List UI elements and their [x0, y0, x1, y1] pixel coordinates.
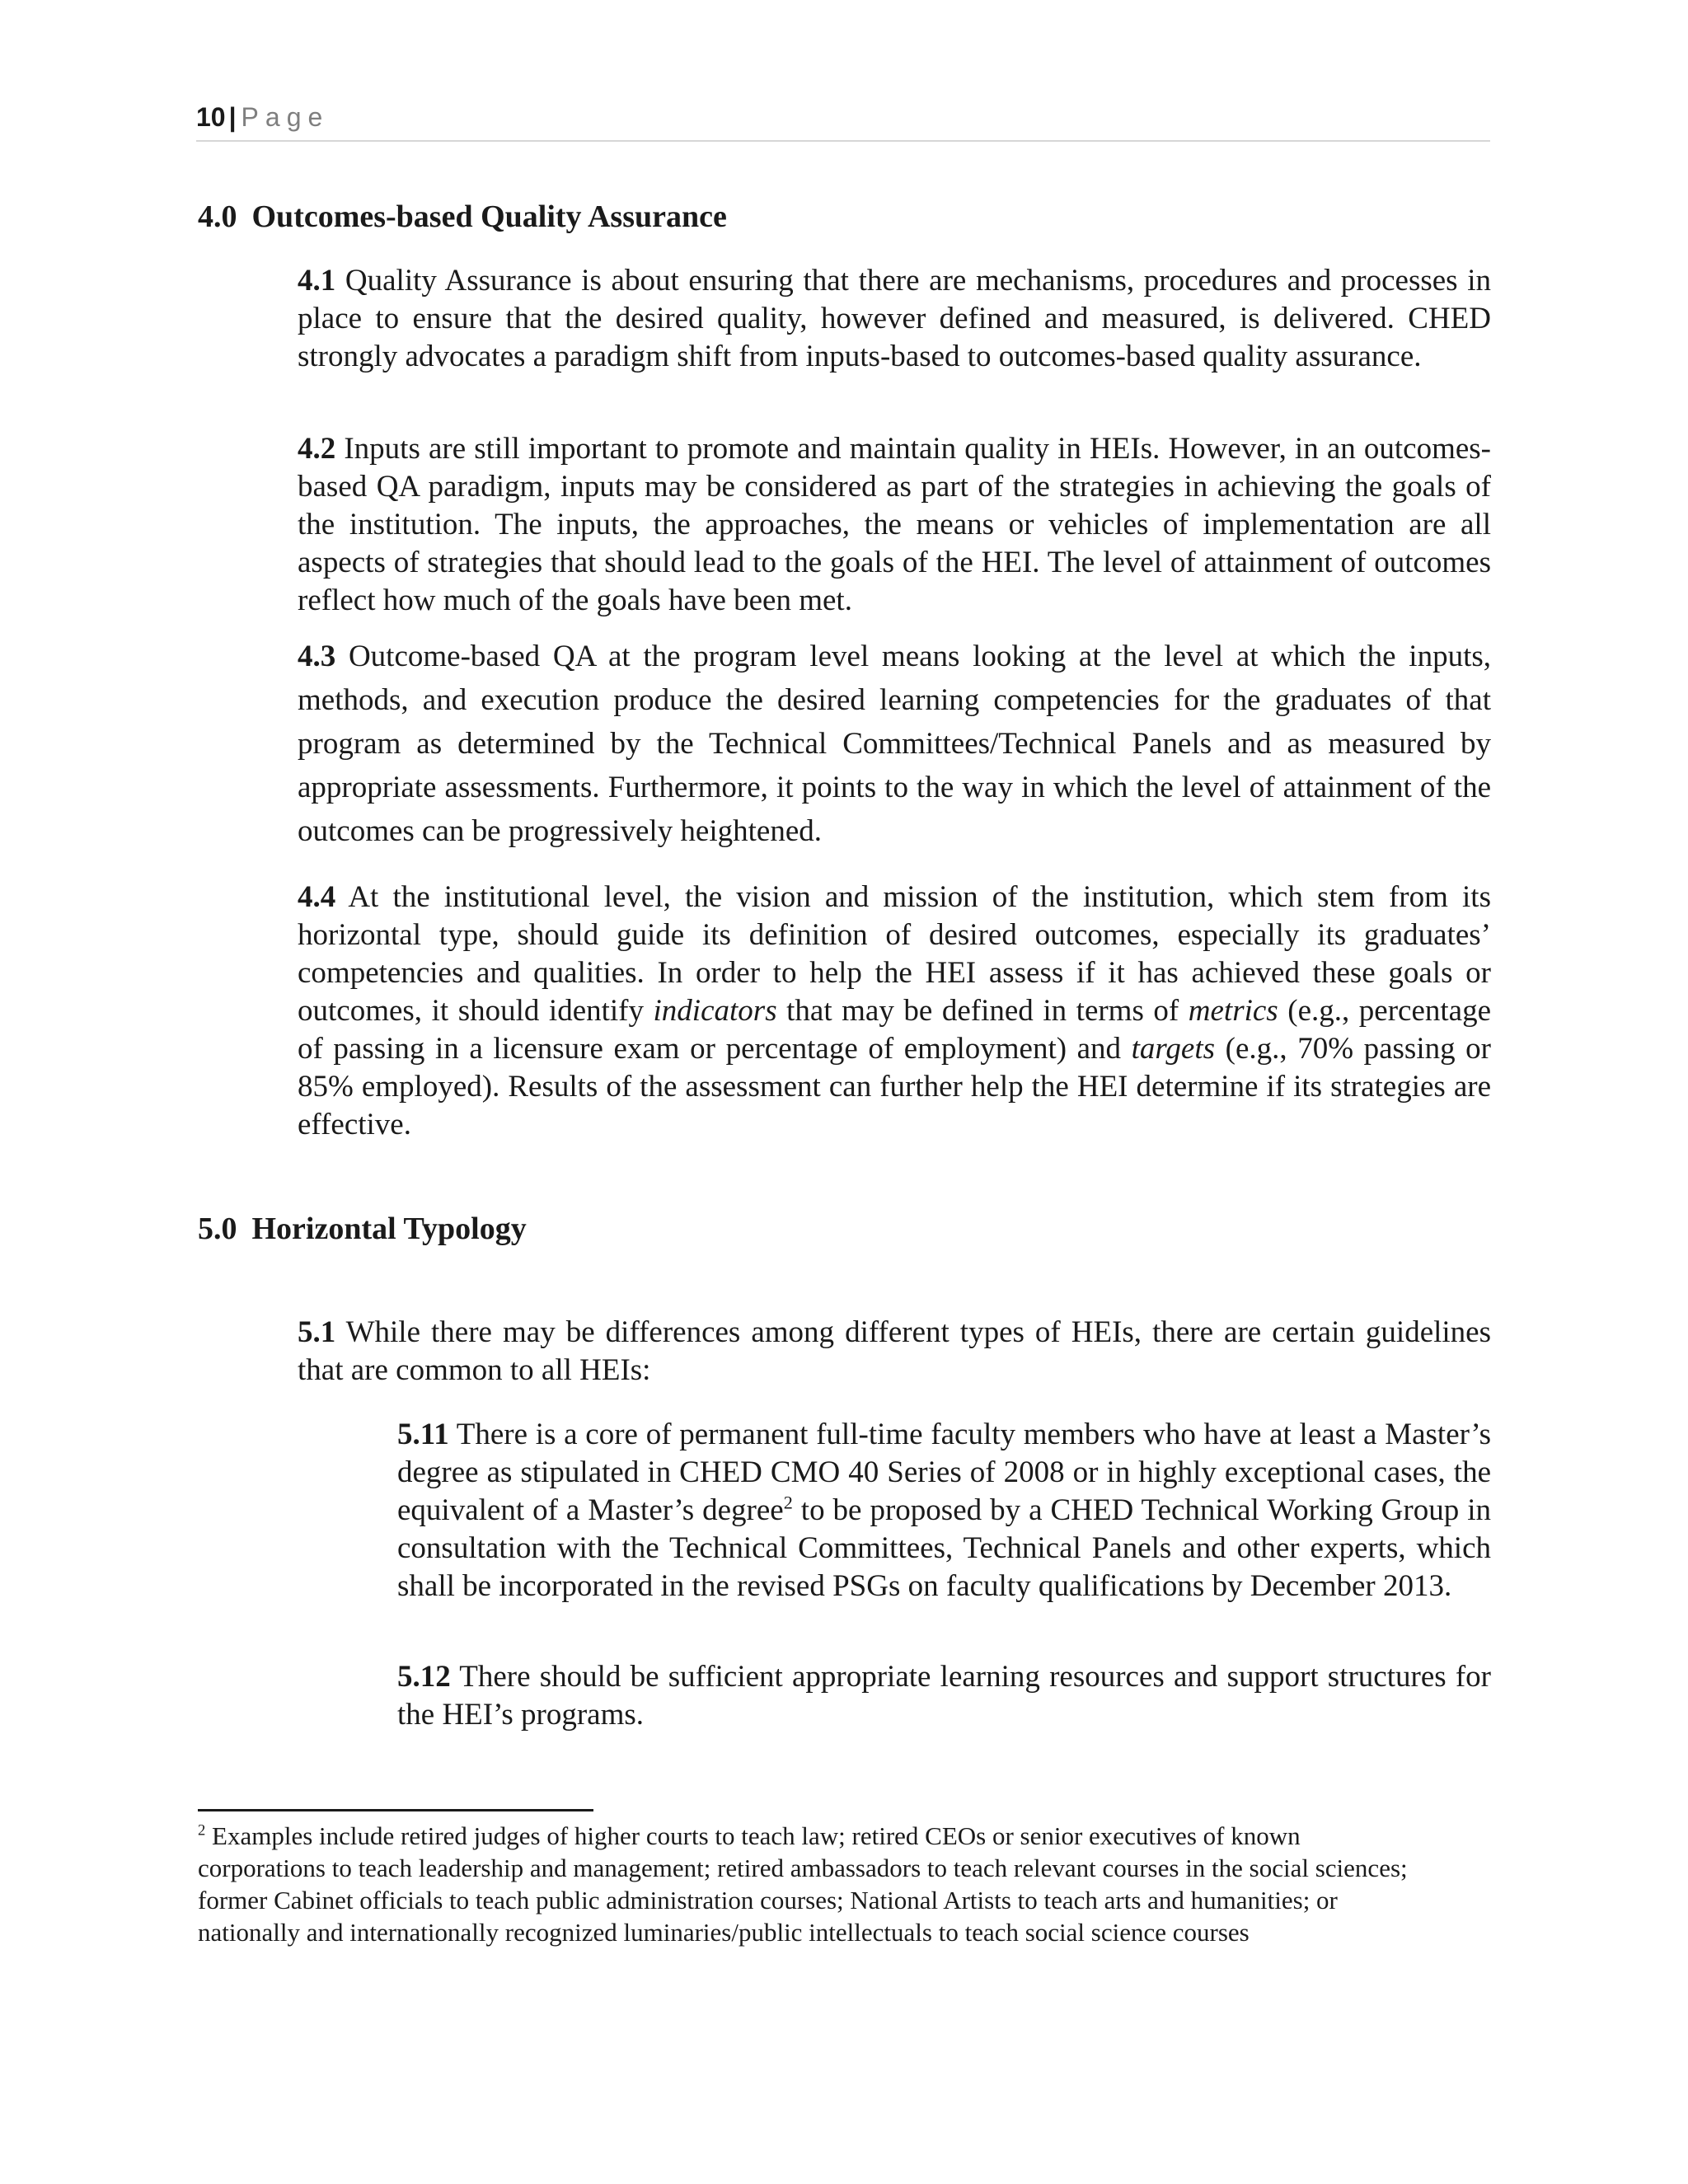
- paragraph-4-2: [298, 430, 1491, 620]
- page-number: 10: [196, 102, 226, 132]
- paragraph-text: (e.g., 70% passing or 85% employed). Results of the assessment can further help the HEI determine if its strategies are effective.: [298, 1032, 1491, 1141]
- paragraph-text: Outcome-based QA at the program level means looking at the level at which the inputs, methods, and execution produce the desired learning competencies for the graduates of that program as determined by the Technical Committees/Technical Panels and as measured by appropriate assessments. Furthermore, it points to the way in which the level of attainment of the outcomes can be progressively heightened.: [298, 640, 1491, 848]
- footnote-divider: [198, 1809, 593, 1811]
- section-heading-4: [198, 198, 727, 236]
- page-label: Page: [241, 102, 330, 132]
- section-number: 4.0: [198, 199, 237, 234]
- paragraph-5-1: [298, 1314, 1491, 1390]
- footnote-text: Examples include retired judges of higher courts to teach law; retired CEOs or senior executives of known corporations to teach leadership and management; retired ambassadors to teach relevant courses in the social sciences; former Cabinet officials to teach public administration courses; National Artists to teach arts and humanities; or nationally and internationally recognized luminaries/public intellectuals to teach social science courses: [198, 1821, 1408, 1947]
- paragraph-text: to be proposed by a CHED Technical Working Group in consultation with the Technical Committees, Technical Panels and other experts, which shall be incorporated in the revised PSGs on faculty qualifications by December 2013.: [397, 1493, 1491, 1603]
- section-number: 5.0: [198, 1212, 237, 1246]
- section-title: Horizontal Typology: [251, 1212, 527, 1246]
- emphasis-targets: targets: [1131, 1032, 1216, 1066]
- paragraph-number: 5.1: [298, 1315, 336, 1349]
- paragraph-number: 4.3: [298, 640, 336, 673]
- paragraph-text: There is a core of permanent full-time faculty members who have at least a Master’s degree as stipulated in CHED CMO 40 Series of 2008 or in highly exceptional cases, the equivalent of a Master’s degree: [397, 1418, 1491, 1527]
- paragraph-number: 5.11: [397, 1418, 449, 1451]
- paragraph-text: While there may be differences among different types of HEIs, there are certain guidelines that are common to all HEIs:: [298, 1315, 1491, 1387]
- paragraph-4-4: [298, 879, 1491, 1144]
- section-heading-5: [198, 1210, 527, 1248]
- section-title: Outcomes-based Quality Assurance: [251, 199, 727, 234]
- paragraph-number: 4.2: [298, 432, 336, 466]
- paragraph-4-3: [298, 635, 1491, 853]
- paragraph-text: (e.g., percentage of passing in a licensure exam or percentage of employment) and: [298, 994, 1491, 1066]
- paragraph-text: There should be sufficient appropriate learning resources and support structures for the HEI’s programs.: [397, 1660, 1491, 1732]
- emphasis-metrics: metrics: [1188, 994, 1278, 1028]
- paragraph-text: that may be defined in terms of: [776, 994, 1189, 1028]
- footnote-marker: 2: [198, 1821, 206, 1840]
- paragraph-text: Inputs are still important to promote and maintain quality in HEIs. However, in an outcomes-based QA paradigm, inputs may be considered as part of the strategies in achieving the goals of the institution. The inputs, the approaches, the means or vehicles of implementation are all aspects of strategies that should lead to the goals of the HEI. The level of attainment of outcomes reflect how much of the goals have been met.: [298, 432, 1491, 617]
- header-separator: |: [228, 102, 237, 132]
- paragraph-5-11: [397, 1416, 1491, 1605]
- page-header: [196, 99, 1490, 142]
- paragraph-text: Quality Assurance is about ensuring that there are mechanisms, procedures and processes in place to ensure that the desired quality, however defined and measured, is delivered. CHED strongly advocates a paradigm shift from inputs-based to outcomes-based quality assurance.: [298, 264, 1491, 373]
- emphasis-indicators: indicators: [653, 994, 777, 1028]
- paragraph-text: At the institutional level, the vision and mission of the institution, which stem from its horizontal type, should guide its definition of desired outcomes, especially its graduates’ competencies and qualities. In order to help the HEI assess if it has achieved these goals or outcomes, it should identify: [298, 880, 1491, 1028]
- footnote-reference: 2: [783, 1492, 793, 1513]
- paragraph-5-12: [397, 1658, 1491, 1734]
- paragraph-number: 4.4: [298, 880, 336, 914]
- paragraph-number: 4.1: [298, 264, 336, 298]
- footnote: [198, 1820, 1434, 1948]
- paragraph-number: 5.12: [397, 1660, 451, 1694]
- paragraph-4-1: [298, 262, 1491, 376]
